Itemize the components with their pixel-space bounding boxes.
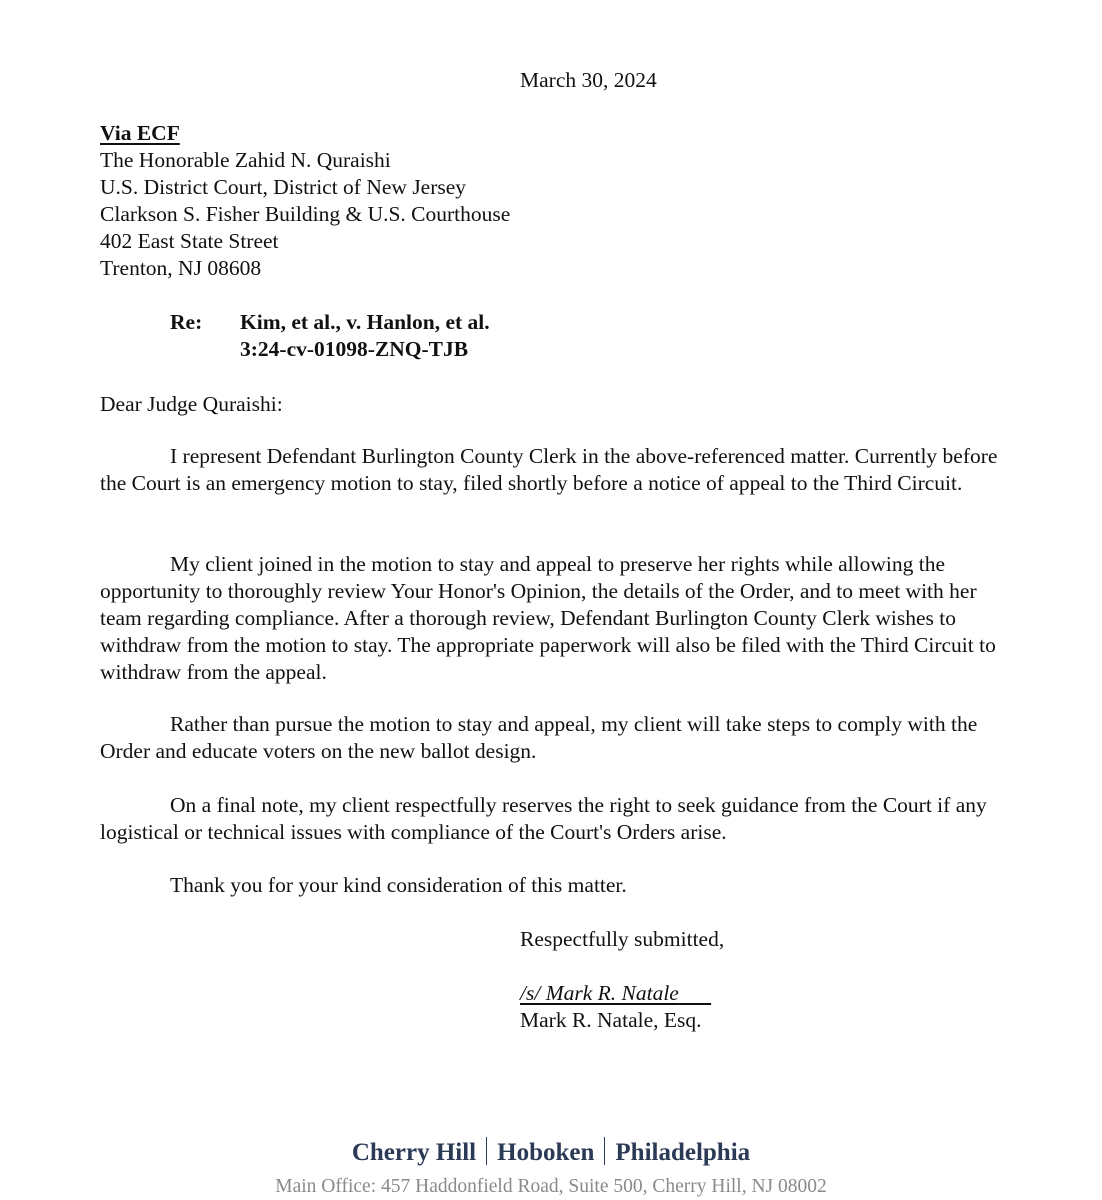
recipient-line: Trenton, NJ 08608 — [100, 256, 262, 280]
delivery-method: Via ECF — [100, 121, 180, 145]
body-paragraph: My client joined in the motion to stay and appeal to preserve her rights while allowing the opportunity to thoroughly review Your Honor's Opinion, the details of the Order, and to meet with her team regarding compliance. After a thorough review, Defendant Burlington County Clerk wishes to withdraw from the motion to stay. The appropriate paperwork will also be filed with the Third Circuit to withdraw from the appeal. — [100, 552, 996, 684]
signer-name: Mark R. Natale, Esq. — [520, 1008, 702, 1032]
office-separator — [486, 1137, 487, 1165]
recipient-line: 402 East State Street — [100, 229, 279, 253]
re-label: Re: — [170, 310, 203, 334]
closing: Respectfully submitted, — [520, 927, 725, 951]
body-paragraph: Thank you for your kind consideration of this matter. — [170, 873, 627, 897]
office-cherry-hill: Cherry Hill — [351, 1139, 477, 1166]
recipient-line: The Honorable Zahid N. Quraishi — [100, 148, 391, 172]
case-caption: Kim, et al., v. Hanlon, et al. — [240, 310, 490, 334]
recipient-line: U.S. District Court, District of New Jersey — [100, 175, 467, 199]
body-paragraph: I represent Defendant Burlington County Clerk in the above-referenced matter. Currently before the Court is an emergency motion to stay, filed shortly before a notice of appeal to the Third Circuit. — [100, 444, 998, 495]
footer-address: Main Office: 457 Haddonfield Road, Suite 500, Cherry Hill, NJ 08002 — [275, 1176, 827, 1197]
office-separator — [604, 1137, 605, 1165]
office-philadelphia: Philadelphia — [615, 1139, 751, 1166]
office-hoboken: Hoboken — [497, 1139, 595, 1166]
recipient-line: Clarkson S. Fisher Building & U.S. Courthouse — [100, 202, 511, 226]
footer-offices — [0, 1136, 1102, 1170]
salutation: Dear Judge Quraishi: — [100, 392, 283, 416]
letter-date: March 30, 2024 — [520, 68, 657, 92]
electronic-signature: /s/ Mark R. Natale — [520, 981, 679, 1005]
body-paragraph: On a final note, my client respectfully reserves the right to seek guidance from the Court if any logistical or technical issues with compliance of the Court's Orders arise. — [100, 793, 987, 844]
case-number: 3:24-cv-01098-ZNQ-TJB — [240, 337, 469, 361]
body-paragraph: Rather than pursue the motion to stay and appeal, my client will take steps to comply with the Order and educate voters on the new ballot design. — [100, 712, 978, 763]
